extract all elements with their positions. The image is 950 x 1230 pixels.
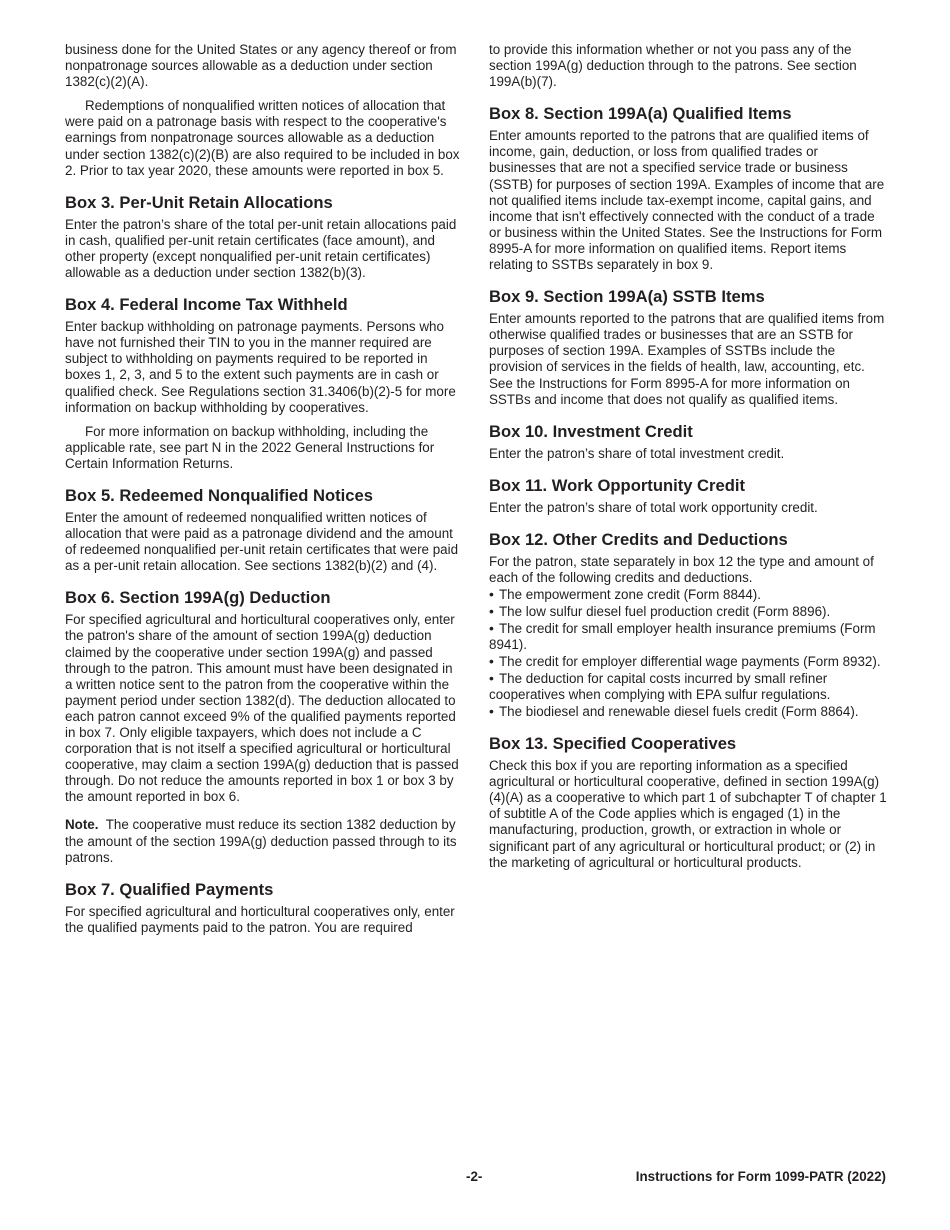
box10-text: Enter the patron’s share of total investment credit. [489, 445, 785, 461]
list-item: • The deduction for capital costs incurred by small refiner cooperatives when complying with EPA sulfur regulations. [489, 670, 887, 703]
box9-text: Enter amounts reported to the patrons that are qualified items from otherwise qualified trades or businesses that are an SSTB for purposes of section 199A. Examples of SSTBs include the provision of services in the fields of health, law, accounting, etc. See the Instructions for Form 8995-A for more information on SSTBs and income that does not qualify as qualified items. [489, 311, 885, 407]
box10-heading: Box 10. Investment Credit [489, 421, 693, 441]
box4-heading: Box 4. Federal Income Tax Withheld [65, 295, 348, 315]
box5-heading: Box 5. Redeemed Nonqualified Notices [65, 485, 373, 505]
box12-heading: Box 12. Other Credits and Deductions [489, 529, 788, 549]
document-title: Instructions for Form 1099-PATR (2022) [635, 1169, 886, 1184]
box11-heading: Box 11. Work Opportunity Credit [489, 475, 746, 495]
box13-heading: Box 13. Specified Cooperatives [489, 734, 737, 754]
box8-text: Enter amounts reported to the patrons that are qualified items of income, gain, deduction, or loss from qualified trades or businesses that are not a specified service trade or business (SSTB) for purposes of section 199A. Examples of income that are not qualified items include tax-exempt income, capital gains, and income that isn't effectively connected with the conduct of a trade or business within the United States. See the Instructions for Form 8995-A for more information on qualified items. Report items relating to SSTBs separately in box 9. [489, 128, 885, 273]
list-item: • The credit for employer differential wage payments (Form 8932). [489, 653, 887, 670]
box9-heading: Box 9. Section 199A(a) SSTB Items [489, 287, 765, 307]
list-item: • The biodiesel and renewable diesel fuels credit (Form 8864). [489, 703, 887, 720]
list-item: • The credit for small employer health insurance premiums (Form 8941). [489, 620, 887, 653]
list-item: • The empowerment zone credit (Form 8844). [489, 586, 887, 603]
note-label: Note. [65, 817, 99, 833]
left-column [65, 42, 463, 944]
right-column [489, 42, 887, 879]
box5-text: Enter the amount of redeemed nonqualified written notices of allocation that were paid as a patronage dividend and the amount of redeemed nonqualified per-unit retain certificates that were paid as a per-unit retain allocation. See sections 1382(b)(2) and (4). [65, 509, 459, 574]
list-item: • The low sulfur diesel fuel production credit (Form 8896). [489, 603, 887, 620]
note-text: The cooperative must reduce its section 1382 deduction by the amount of the section 199A(g) deduction passed through to its patrons. [65, 817, 457, 865]
box3-heading: Box 3. Per-Unit Retain Allocations [65, 192, 333, 212]
box8-heading: Box 8. Section 199A(a) Qualified Items [489, 104, 792, 124]
redemptions-paragraph: Redemptions of nonqualified written notices of allocation that were paid on a patronage basis with respect to the cooperative's earnings from nonpatronage sources allowable as a deduction under section 1382(c)(2)(B) are also required to be included in box 2. Prior to tax year 2020, these amounts were reported in box 5. [65, 98, 460, 178]
note-paragraph [65, 817, 463, 865]
continued-paragraph-right: to provide this information whether or not you pass any of the section 199A(g) deduction through to the patrons. See section 199A(b)(7). [489, 42, 857, 90]
box7-text: For specified agricultural and horticultural cooperatives only, enter the qualified payments paid to the patron. You are required [65, 903, 455, 935]
continued-paragraph: business done for the United States or any agency thereof or from nonpatronage sources allowable as a deduction under section 1382(c)(2)(A). [65, 42, 457, 90]
box13-text: Check this box if you are reporting information as a specified agricultural or horticultural cooperative, defined in section 199A(g)(4)(A) as a cooperative to which part 1 of subchapter T of chapter 1 of subtitle A of the Code applies which is engaged (1) in the manufacturing, production, growth, or extraction in whole or significant part of any agricultural or horticultural product; or (2) in the marketing of agricultural or horticultural products. [489, 758, 887, 870]
box12-bullet-list [489, 586, 887, 720]
box12-text: For the patron, state separately in box 12 the type and amount of each of the following credits and deductions. [489, 553, 874, 585]
box3-text: Enter the patron’s share of the total per-unit retain allocations paid in cash, qualified per-unit retain certificates (face amount), and other property (except nonqualified per-unit retain certificates) allowable as a deduction under section 1382(b)(3). [65, 216, 457, 281]
page-number: -2- [466, 1169, 483, 1184]
box4-text: Enter backup withholding on patronage payments. Persons who have not furnished their TIN to you in the manner required are subject to withholding on payments required to be reported in boxes 1, 2, 3, and 5 to the extent such payments are in cash or qualified check. See Regulations section 31.3406(b)(2)-5 for more information on backup withholding by cooperatives. [65, 319, 456, 415]
box6-heading: Box 6. Section 199A(g) Deduction [65, 588, 331, 608]
box11-text: Enter the patron’s share of total work opportunity credit. [489, 499, 818, 515]
box6-text: For specified agricultural and horticultural cooperatives only, enter the patron's share of the amount of section 199A(g) deduction claimed by the cooperative under section 199A(g) and passed through to the patron. This amount must have been designated in a written notice sent to the patron from the cooperative within the payment period under section 1382(d). The deduction allocated to each patron cannot exceed 9% of the qualified payments reported in box 7. Only eligible taxpayers, which does not include a C corporation that is not itself a specified agricultural or horticultural cooperative, may claim a section 199A(g) deduction that is passed through. Do not reduce the amounts reported in box 1 or box 3 by the amount reported in box 6. [65, 612, 459, 805]
box4-text-2: For more information on backup withholding, including the applicable rate, see part N in the 2022 General Instructions for Certain Information Returns. [65, 423, 435, 471]
box7-heading: Box 7. Qualified Payments [65, 879, 274, 899]
